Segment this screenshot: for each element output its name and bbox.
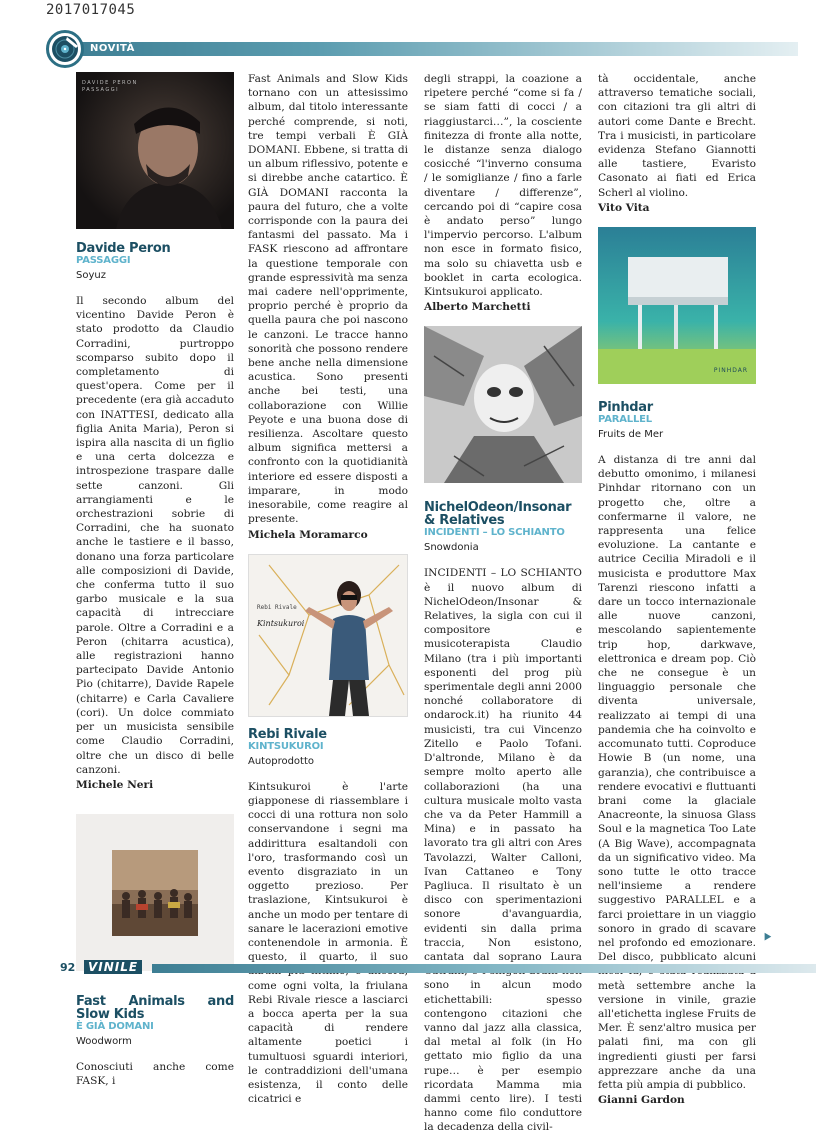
- review-text-continued: tà occidentale, anche attraverso tematiche sociali, con citazioni tra gli altri di autori come Dante e Brecht. Tra i musicisti, in particolare evidenza Stefano Giannotti alle tastiere, Evaristo Casonato ai fiati ed Erica Scherl al violino.: [598, 73, 756, 199]
- review-author: Michele Neri: [76, 778, 154, 791]
- cover-caption-title: Kintsukuroi: [257, 618, 305, 628]
- review-text: A distanza di tre anni dal debutto omonimo, i milanesi Pinhdar ritornano con un progetto che, oltre a confermarne il valore, ne rappresenta una felice evoluzione. La cantante e autrice Cecilia Miradoli e il musicista e produttore Max Tarenzi riescono infatti a dare un tocco internazionale alle nuove canzoni, mescolando sapientemente trip hop, darkwave, elettronica e dream pop. Ciò che ne consegue è un linguaggio personale che diventa universale, realizzato ai tempi di una pandemia che ha coinvolto e accomunato tutti. Coproduce Howie B (un nome, una garanzia), che contribuisce a rendere evocativi e fluttuanti brani come la glaciale Anacreonte, la sinuosa Glass Soul e la magnetica Too Late (A Big Wave), accompagnata da un significativo video. Ma sono tutte le otto tracce nell'insieme a rendere suggestivo PARALLEL e a farci proiettare in un viaggio sonoro in grado di scavare nel profondo ed emozionare. Del disco, pubblicato alcuni metà settembre anche la versione in vinile, grazie all'etichetta inglese Fruits de Mer. È senz'altro musica per palati fini, ma con gli ingredienti giusti per farsi apprezzare anche da una fetta più ampia di pubblico.: [598, 454, 756, 1091]
- column-3: [424, 72, 582, 1135]
- cover-caption: PINHDAR: [713, 366, 748, 374]
- review-text: INCIDENTI – LO SCHIANTO è il nuovo album di NichelOdeon/Insonar & Relatives, la sigla con cui il compositore e musicoterapista Claudio Milano (tra i più importanti esponenti del prog più sperimentale degli anni 2000 nonché collaboratore di ondarock.it) ha riunito 44 musicisti, tra cui Vincenzo Zitello e Paolo Tofani. D'altronde, Milano è da sempre molto aperto alle collaborazioni (ha una cultura musicale molto vasta che va da Peter Hammill a Mina) e in passato ha lavorato tra gli altri con Ares Tavolazzi, Walter Calloni, Ivan Cattaneo e Tony Pagliuca. Il risultato è un disco con sperimentazioni sonore d'avanguardia, evidenti sin dalla prima traccia, Non esistono, cantata dal soprano Laura sono in alcun modo etichettabili: spesso contengono citazioni che vanno dal jazz alla classica, dal metal al folk (in Ho gettato mio figlio da una rupe… è per esempio ricordata Mamma mia dammi cento lire). I testi hanno come filo conduttore la decadenza della civil-: [424, 567, 582, 1134]
- continue-arrow-icon: ⯈: [762, 930, 774, 946]
- review-text: Conosciuti anche come FASK, i: [76, 1061, 234, 1088]
- review-album: INCIDENTI – LO SCHIANTO: [424, 527, 565, 539]
- review-artist: Fast Animals and Slow Kids: [76, 994, 234, 1023]
- review-author: Alberto Marchetti: [424, 301, 531, 314]
- review-album: È GIÀ DOMANI: [76, 1021, 154, 1033]
- cover-rebi-rivale: [248, 554, 408, 717]
- review-author: Gianni Gardon: [598, 1094, 685, 1107]
- cover-fask: [76, 814, 234, 971]
- review-author: Vito Vita: [598, 201, 650, 214]
- review-label: Fruits de Mer: [598, 429, 664, 441]
- column-2: [248, 72, 408, 1106]
- review-text: Kintsukuroi è l'arte giapponese di riassemblare i cocci di una rottura non solo conservandone i segni ma addirittura esaltandoli con l'oro, trasformando così un evento disgraziato in un oggetto prezioso. Per traslazione, Kintsukuroi è anche un modo per tentare di sanare le lacerazioni emotive contenendole in armonia. È questo, il quarto, il suo come ogni volta, la friulana Rebi Rivale riesce a lasciarci a bocca aperta per la sua capacità di rendere altamente poetici i tumultuosi sguardi interiori, le contraddizioni dell'umana esistenza, il conto delle cicatrici e: [248, 780, 408, 1106]
- cover-pinhdar: [598, 227, 756, 384]
- review-artist: Pinhdar: [598, 400, 653, 416]
- cover-caption: DAVIDE PERON PASSAGGI: [82, 80, 138, 93]
- section-label: NOVITÀ: [90, 43, 135, 54]
- review-label: Autoprodotto: [248, 755, 315, 767]
- column-1: [76, 72, 234, 1089]
- review-album: PASSAGGI: [76, 255, 131, 266]
- cover-caption: Rebi Rivale: [257, 603, 297, 611]
- review-text-continued: Fast Animals and Slow Kids tornano con un attesissimo album, dal titolo interessante perché comprende, si noti, tre tempi verbali È GIÀ DOMANI. Ebbene, si tratta di un album riflessivo, potente e si direbbe anche catartico. È GIÀ DOMANI racconta la paura del futuro, che a volte corrisponde con la paura dei fantasmi del passato. Ma i FASK riescono ad affrontare la questione temporale con grande espressività ma senza mai cadere nell'opprimente, proprio perché è proprio da quella paura che poi nascono le canzoni. Le tracce hanno sonorità che possono rendere bene anche nella dimensione acustica. Sono presenti anche bei testi, una collaborazione con Willie Peyote e una buona dose di resilienza. Ascoltare questo album significa mettersi a confronto con la quotidianità interiore ed essere disposti a imparare, in modo inesorabile, come reagire al presente.: [248, 73, 408, 526]
- review-text: Il secondo album del vicentino Davide Peron è stato prodotto da Claudio Corradini, purtroppo scomparso subito dopo il completamento di quest'opera. Come per il precedente (era già accaduto con INATTESI, dedicato alla figlia Anita Maria), Peron si ispira alla nascita di un figlio e una certa dolcezza e introspezione traspare dalle sette canzoni. Gli arrangiamenti e le orchestrazioni sobrie di Corradini, che ha suonato anche le tastiere e il basso, donano una forza particolare alle composizioni di Davide, che conferma tutto il suo garbo musicale e la sua capacità di intrecciare parole. Oltre a Corradini e a Peron (chitarra acustica), alle registrazioni hanno partecipato Davide Antonio Pio (chitarre), Davide Rapele (chitarre) e Carla Cavaliere (cori). Un dolce commiato per un musicista sensibile come Claudio Corradini, oltre che un disco di belle canzoni.: [76, 295, 234, 776]
- footer-bar: [152, 964, 816, 973]
- review-text-continued: degli strappi, la coazione a ripetere perché “come si fa / se siam fatti di cocci / a riaggiustarci…”, la cosciente finitezza di fronte alla notte, le distanze senza dialogo cosicché “l'inverno consuma / le somiglianze / fino a farle diventare / differenze”, cercando poi di “capire cosa è andato perso” lungo l'impervio percorso. L'album non esce in formato fisico, ma solo su chiavetta usb e booklet in carta ecologica. Kintsukuroi applicato.: [424, 73, 582, 299]
- review-label: Snowdonia: [424, 542, 479, 554]
- page-id: 2017017045: [46, 2, 136, 18]
- review-artist: NichelOdeon/Insonar & Relatives: [424, 500, 572, 529]
- review-label: Soyuz: [76, 270, 106, 281]
- vinyl-disc-icon: [46, 30, 84, 68]
- review-label: Woodworm: [76, 1036, 132, 1048]
- review-album: PARALLEL: [598, 414, 652, 426]
- magazine-logo: VINILE: [84, 960, 142, 974]
- header-bar: [66, 42, 798, 56]
- page-footer: [60, 961, 816, 975]
- section-header: [46, 30, 798, 70]
- review-album: KINTSUKUROI: [248, 740, 324, 752]
- review-artist: Rebi Rivale: [248, 726, 327, 742]
- cover-davide-peron: [76, 72, 234, 229]
- column-4: [598, 72, 756, 1107]
- review-author: Michela Moramarco: [248, 528, 368, 541]
- cover-nichelodeon: [424, 326, 582, 483]
- review-artist: Davide Peron: [76, 241, 171, 256]
- page-number: 92: [60, 961, 76, 974]
